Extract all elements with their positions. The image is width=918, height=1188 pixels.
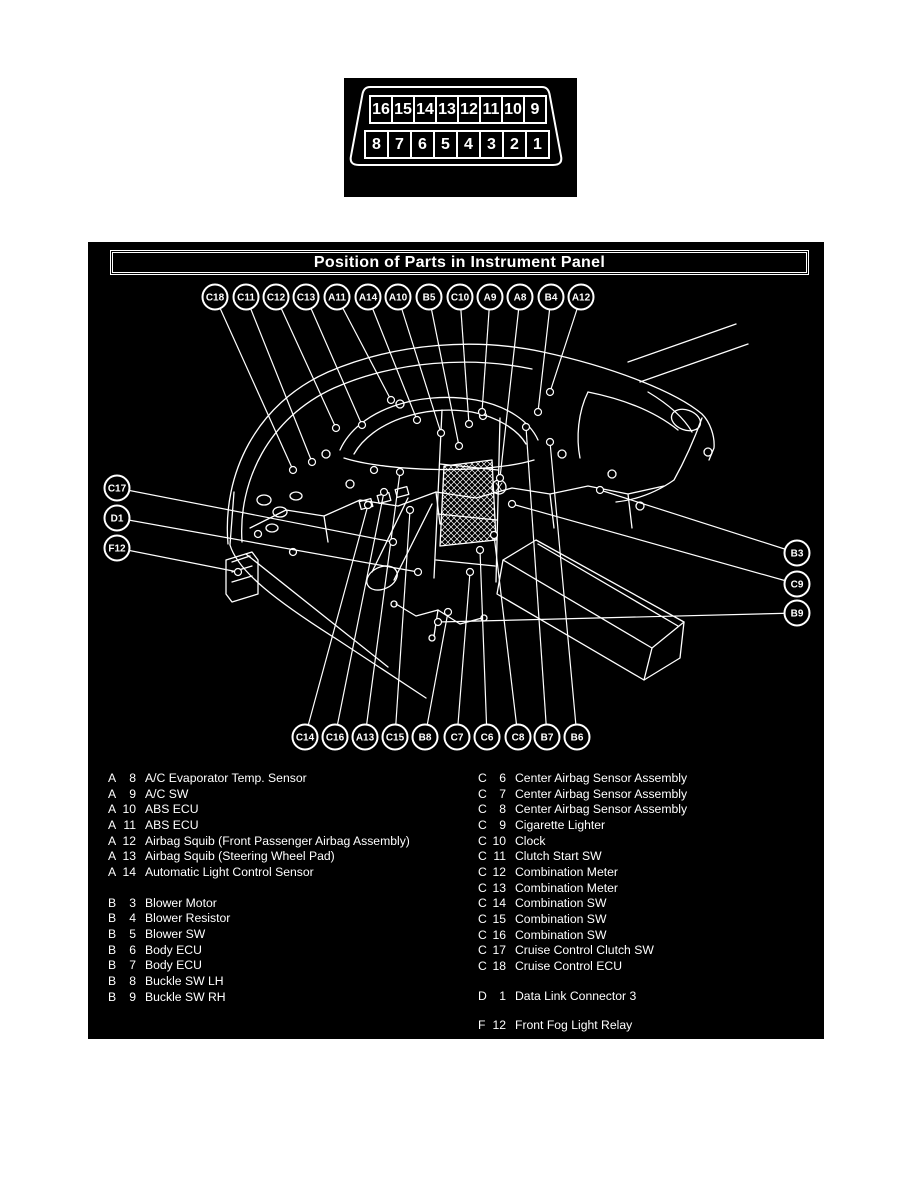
legend-entry (478, 770, 687, 786)
legend-entry-number: 9 (129, 786, 136, 801)
connector-dot-c9 (509, 501, 516, 508)
legend-entry-letter: A (108, 849, 117, 864)
connector-dot-c12 (333, 425, 340, 432)
legend-entry (478, 1018, 687, 1034)
legend-entry-letter: C (478, 912, 487, 927)
connector-pin: 7 (387, 130, 412, 159)
callout-label-c10: C10 (450, 292, 470, 304)
connector-dot-c18 (290, 467, 297, 474)
legend-entry (108, 833, 410, 849)
leader-line-b9 (438, 613, 797, 622)
legend-entry (108, 942, 410, 958)
connector-dot-b3 (597, 487, 604, 494)
legend-entry-letter: B (108, 927, 117, 942)
legend-entry-description: Cigarette Lighter (515, 817, 606, 832)
connector-dot-c14 (365, 502, 372, 509)
legend-entry-number: 12 (122, 833, 136, 848)
leader-endpoint-dots (235, 389, 604, 626)
instrument-panel-figure (88, 242, 824, 1039)
connector-pin: 14 (413, 95, 437, 124)
leader-line-c10 (460, 297, 469, 424)
legend-entry-description: ABS ECU (145, 817, 199, 832)
connector-pin: 1 (525, 130, 550, 159)
legend-entry (478, 801, 687, 817)
legend-group (108, 895, 410, 1005)
callout-label-b5: B5 (422, 292, 436, 304)
leader-line-b3 (600, 490, 797, 553)
leader-line-b8 (425, 612, 448, 737)
legend-entry-letter: C (478, 959, 487, 974)
legend-entry-number: 11 (123, 817, 136, 832)
legend-entry (108, 848, 410, 864)
legend-entry-description: Center Airbag Sensor Assembly (515, 802, 688, 817)
legend-entry (108, 817, 410, 833)
legend-entry-description: Center Airbag Sensor Assembly (515, 786, 688, 801)
connector-pin-row-top (369, 95, 547, 124)
connector-dot-a11 (388, 397, 395, 404)
legend-group (108, 770, 410, 880)
legend-entry-letter: B (108, 974, 117, 989)
connector-pin: 4 (456, 130, 481, 159)
callout-label-b7: B7 (540, 732, 554, 744)
leader-line-b7 (526, 427, 547, 737)
legend-entry-letter: B (108, 895, 117, 910)
legend-entry-letter: C (478, 833, 487, 848)
legend-entry-description: A/C SW (145, 786, 189, 801)
callout-label-f12: F12 (108, 543, 126, 555)
legend-entry-number: 9 (499, 817, 506, 832)
legend-entry-number: 8 (129, 770, 136, 785)
connector-pin: 8 (364, 130, 389, 159)
connector-pin: 15 (391, 95, 415, 124)
callout-label-c18: C18 (205, 292, 225, 304)
legend-right-column (478, 770, 687, 1033)
legend-entry-description: Combination Meter (515, 880, 618, 895)
connector-dot-a12 (547, 389, 554, 396)
legend-entry-description: Combination Meter (515, 864, 618, 879)
legend-entry (108, 958, 410, 974)
legend-entry (108, 786, 410, 802)
legend-group (478, 770, 687, 974)
connector-dot-a14 (414, 417, 421, 424)
leader-line-a12 (550, 297, 581, 392)
connector-dot-c17 (390, 539, 397, 546)
legend-entry-letter: C (478, 770, 487, 785)
legend-entry-letter: C (478, 864, 487, 879)
callout-label-a13: A13 (355, 732, 375, 744)
legend-entry-description: Combination SW (515, 912, 607, 927)
legend-entry-letter: C (478, 849, 487, 864)
legend-entry-description: Cruise Control Clutch SW (515, 943, 654, 958)
legend-entry-number: 12 (492, 864, 506, 879)
legend-entry-number: 11 (493, 849, 506, 864)
connector-dot-c10 (466, 421, 473, 428)
leader-line-c15 (395, 510, 410, 737)
legend-entry-description: A/C Evaporator Temp. Sensor (145, 770, 307, 785)
legend-entry (478, 896, 687, 912)
legend-entry (108, 926, 410, 942)
connector-pin: 11 (479, 95, 503, 124)
connector-dot-a13 (397, 469, 404, 476)
legend-entry-description: Cruise Control ECU (515, 959, 623, 974)
legend-entry-number: 8 (129, 974, 136, 989)
legend-entry-letter: B (108, 911, 117, 926)
connector-dot-a10 (438, 430, 445, 437)
legend-entry-letter: A (108, 786, 117, 801)
leader-line-c18 (215, 297, 293, 470)
legend-entry (478, 864, 687, 880)
legend-entry-description: Airbag Squib (Front Passenger Airbag Assembly) (145, 833, 410, 848)
legend-entry-letter: A (108, 864, 117, 879)
figure-title-box (110, 250, 809, 275)
callout-label-a12: A12 (571, 292, 591, 304)
legend-entry (108, 911, 410, 927)
legend-entry-letter: B (108, 958, 117, 973)
legend-entry-letter: C (478, 786, 487, 801)
callout-label-c14: C14 (295, 732, 315, 744)
connector-pin-row-bottom (364, 130, 550, 159)
legend-entry (478, 848, 687, 864)
legend-entry (108, 770, 410, 786)
legend-entry-description: Clutch Start SW (515, 849, 602, 864)
legend-entry-number: 15 (492, 912, 506, 927)
callout-label-c9: C9 (790, 579, 804, 591)
legend-entry-description: Clock (515, 833, 546, 848)
legend-entry-letter: D (478, 988, 487, 1003)
legend-entry (478, 817, 687, 833)
callout-label-d1: D1 (110, 513, 124, 525)
legend-entry (108, 973, 410, 989)
legend-entry-number: 14 (492, 896, 506, 911)
legend-entry (108, 864, 410, 880)
callout-label-a9: A9 (483, 292, 497, 304)
callout-label-b6: B6 (570, 732, 584, 744)
connector-pin: 5 (433, 130, 458, 159)
legend-entry-number: 16 (492, 927, 506, 942)
legend-entry (478, 880, 687, 896)
connector-dot-d1 (415, 569, 422, 576)
legend-entry (478, 911, 687, 927)
legend-entry-description: Blower SW (145, 927, 206, 942)
leader-line-c6 (480, 550, 487, 737)
leader-line-c7 (457, 572, 470, 737)
callout-label-a11: A11 (328, 292, 346, 304)
legend-entry-letter: A (108, 833, 117, 848)
leader-line-c16 (335, 492, 384, 737)
callout-label-c17: C17 (107, 483, 127, 495)
legend-entry-description: Blower Resistor (145, 911, 231, 926)
leader-line-a8 (500, 297, 520, 478)
connector-pin: 9 (523, 95, 547, 124)
connector-pin: 6 (410, 130, 435, 159)
legend-entry-number: 10 (122, 802, 136, 817)
callout-label-c15: C15 (385, 732, 405, 744)
legend-entry (108, 895, 410, 911)
callout-label-c16: C16 (325, 732, 345, 744)
obd-connector-figure (344, 78, 577, 197)
dashboard-line-art (226, 324, 748, 698)
legend-entry (478, 833, 687, 849)
legend-entry-number: 7 (499, 786, 506, 801)
leader-line-f12 (117, 548, 238, 572)
legend-entry-description: ABS ECU (145, 802, 199, 817)
connector-dot-c11 (309, 459, 316, 466)
leader-line-a13 (365, 472, 400, 737)
connector-dot-b8 (445, 609, 452, 616)
legend-entry-number: 1 (499, 988, 506, 1003)
legend-entry-number: 4 (129, 911, 136, 926)
legend-entry-description: Data Link Connector 3 (515, 988, 637, 1003)
legend-entry-number: 3 (129, 895, 136, 910)
leader-line-a11 (337, 297, 391, 400)
callout-label-b4: B4 (544, 292, 558, 304)
callout-label-c6: C6 (480, 732, 494, 744)
leader-line-c11 (246, 297, 312, 462)
legend-entry-letter: C (478, 880, 487, 895)
legend-entry (478, 786, 687, 802)
legend-entry-number: 7 (129, 958, 136, 973)
legend-entry-description: Center Airbag Sensor Assembly (515, 770, 688, 785)
legend-entry-number: 8 (499, 802, 506, 817)
connector-pin: 10 (501, 95, 525, 124)
connector-dot-c6 (477, 547, 484, 554)
callout-label-c11: C11 (237, 292, 255, 304)
legend-entry-number: 13 (122, 849, 136, 864)
legend-group (478, 1018, 687, 1034)
callout-label-a10: A10 (388, 292, 408, 304)
callout-label-c8: C8 (511, 732, 525, 744)
legend-entry (478, 958, 687, 974)
connector-dot-c8 (491, 532, 498, 539)
legend-entry-number: 9 (129, 989, 136, 1004)
connector-dot-c13 (359, 422, 366, 429)
connector-dot-a9 (479, 409, 486, 416)
connector-pin: 13 (435, 95, 459, 124)
legend-left-column (108, 770, 410, 1005)
legend-entry-number: 17 (492, 943, 506, 958)
callout-label-c12: C12 (266, 292, 286, 304)
legend-entry-number: 13 (492, 880, 506, 895)
callout-label-a14: A14 (358, 292, 378, 304)
legend-group (478, 988, 687, 1004)
connector-pin: 3 (479, 130, 504, 159)
legend-entry-letter: C (478, 817, 487, 832)
legend-entry-number: 5 (129, 927, 136, 942)
legend-entry-letter: C (478, 802, 487, 817)
legend-entry (478, 943, 687, 959)
connector-dot-c15 (407, 507, 414, 514)
legend-entry-description: Automatic Light Control Sensor (145, 864, 314, 879)
figure-title: Position of Parts in Instrument Panel (313, 253, 606, 271)
legend-entry-description: Front Fog Light Relay (515, 1018, 633, 1033)
legend-entry-number: 10 (492, 833, 506, 848)
connector-dot-f12 (235, 569, 242, 576)
legend-entry (478, 988, 687, 1004)
legend-entry-number: 14 (122, 864, 136, 879)
legend-entry-letter: A (108, 817, 117, 832)
legend-entry-description: Body ECU (145, 958, 202, 973)
legend-entry-number: 6 (129, 942, 136, 957)
legend-entry-letter: B (108, 989, 117, 1004)
legend-entry-description: Combination SW (515, 927, 607, 942)
connector-dot-b5 (456, 443, 463, 450)
leader-line-c12 (276, 297, 336, 428)
legend-entry-description: Combination SW (515, 896, 607, 911)
legend-entry-letter: B (108, 942, 117, 957)
leader-line-a9 (482, 297, 490, 412)
connector-dot-b6 (547, 439, 554, 446)
callout-label-b9: B9 (790, 608, 804, 620)
connector-dot-c7 (467, 569, 474, 576)
leader-line-c8 (494, 535, 518, 737)
legend-entry (478, 927, 687, 943)
legend-entry-letter: A (108, 802, 117, 817)
legend-entry-letter: C (478, 896, 487, 911)
connector-dot-a8 (497, 475, 504, 482)
legend-entry (108, 801, 410, 817)
legend-entry-number: 18 (492, 959, 506, 974)
legend-entry-letter: F (478, 1018, 486, 1033)
connector-dot-b7 (523, 424, 530, 431)
callout-label-c7: C7 (450, 732, 464, 744)
legend-entry-description: Blower Motor (145, 895, 217, 910)
connector-dot-b4 (535, 409, 542, 416)
legend-entry-description: Airbag Squib (Steering Wheel Pad) (145, 849, 335, 864)
connector-dot-c16 (381, 489, 388, 496)
connector-pin: 12 (457, 95, 481, 124)
legend-entry-number: 6 (499, 770, 506, 785)
legend-entry-letter: C (478, 943, 487, 958)
legend-entry-description: Buckle SW RH (145, 989, 226, 1004)
leader-line-c13 (306, 297, 362, 425)
legend-entry (108, 989, 410, 1005)
callout-label-b3: B3 (790, 548, 804, 560)
connector-pin: 2 (502, 130, 527, 159)
legend-entry-letter: A (108, 770, 117, 785)
connector-pin: 16 (369, 95, 393, 124)
legend-entry-description: Body ECU (145, 942, 202, 957)
callout-label-a8: A8 (513, 292, 527, 304)
callout-label-b8: B8 (418, 732, 432, 744)
legend-entry-description: Buckle SW LH (145, 974, 224, 989)
leader-line-c9 (512, 504, 797, 584)
legend-entry-letter: C (478, 927, 487, 942)
leader-line-b5 (429, 297, 459, 446)
connector-dot-b9 (435, 619, 442, 626)
legend-entry-number: 12 (492, 1018, 506, 1033)
callout-label-c13: C13 (296, 292, 316, 304)
